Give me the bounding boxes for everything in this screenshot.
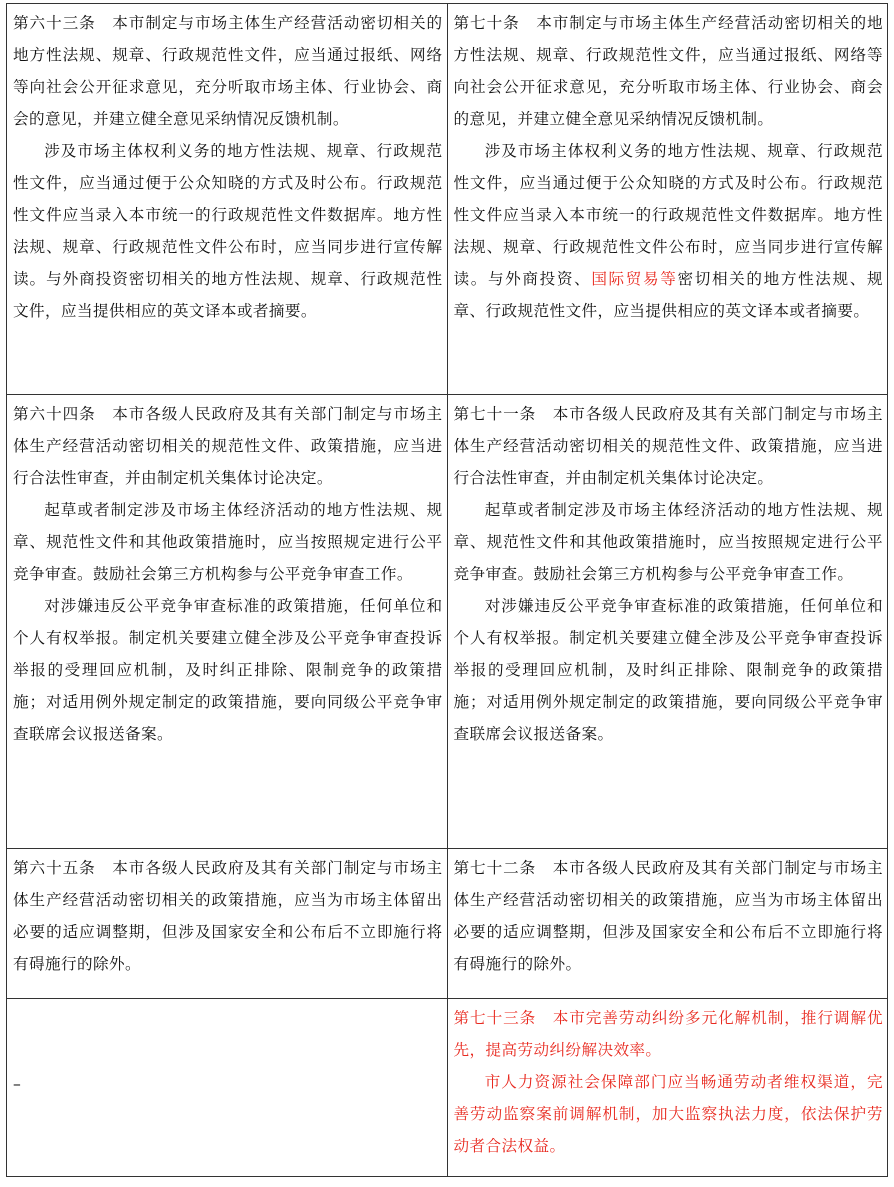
right-cell-article-70 (447, 4, 888, 395)
table-row (7, 395, 888, 849)
article-63-para-1: 第六十三条 本市制定与市场主体生产经营活动密切相关的地方性法规、规章、行政规范性文件，应当通过报纸、网络等向社会公开征求意见，充分听取市场主体、行业协会、商会的意见，并建立健全意见采纳情况反馈机制。 (13, 14, 443, 128)
table-row (7, 849, 888, 999)
left-cell-empty (7, 999, 448, 1177)
article-70-para-2-text: 涉及市场主体权利义务的地方性法规、规章、行政规范性文件，应当通过便于公众知晓的方式及时公布。行政规范性文件应当录入本市统一的行政规范性文件数据库。地方性法规、规章、行政规范性文件公布时，应当同步进行宣传解读。与外商投资、 (453, 142, 883, 288)
article-70-highlight: 国际贸易等 (591, 270, 678, 288)
article-71-para-2: 起草或者制定涉及市场主体经济活动的地方性法规、规章、规范性文件和其他政策措施时，应当按照规定进行公平竞争审查。鼓励社会第三方机构参与公平竞争审查工作。 (453, 501, 883, 583)
article-64-para-2: 起草或者制定涉及市场主体经济活动的地方性法规、规章、规范性文件和其他政策措施时，应当按照规定进行公平竞争审查。鼓励社会第三方机构参与公平竞争审查工作。 (13, 501, 443, 583)
right-cell-article-72 (447, 849, 888, 999)
table-row (7, 999, 888, 1177)
article-64-para-3: 对涉嫌违反公平竞争审查标准的政策措施，任何单位和个人有权举报。制定机关要建立健全涉及公平竞争审查投诉举报的受理回应机制，及时纠正排除、限制竞争的政策措施；对适用例外规定制定的政策措施，要向同级公平竞争审查联席会议报送备案。 (13, 597, 443, 743)
left-cell-article-64 (7, 395, 448, 849)
left-cell-article-63 (7, 4, 448, 395)
empty-placeholder: – (13, 1075, 22, 1093)
article-64-para-1: 第六十四条 本市各级人民政府及其有关部门制定与市场主体生产经营活动密切相关的规范性文件、政策措施，应当进行合法性审查，并由制定机关集体讨论决定。 (13, 405, 443, 487)
article-71-para-1: 第七十一条 本市各级人民政府及其有关部门制定与市场主体生产经营活动密切相关的规范性文件、政策措施，应当进行合法性审查，并由制定机关集体讨论决定。 (453, 405, 883, 487)
article-71-para-3: 对涉嫌违反公平竞争审查标准的政策措施，任何单位和个人有权举报。制定机关要建立健全涉及公平竞争审查投诉举报的受理回应机制，及时纠正排除、限制竞争的政策措施；对适用例外规定制定的政策措施，要向同级公平竞争审查联席会议报送备案。 (453, 597, 883, 743)
article-63-para-2: 涉及市场主体权利义务的地方性法规、规章、行政规范性文件，应当通过便于公众知晓的方式及时公布。行政规范性文件应当录入本市统一的行政规范性文件数据库。地方性法规、规章、行政规范性文件公布时，应当同步进行宣传解读。与外商投资密切相关的地方性法规、规章、行政规范性文件，应当提供相应的英文译本或者摘要。 (13, 142, 443, 320)
table-row (7, 4, 888, 395)
article-70-para-1: 第七十条 本市制定与市场主体生产经营活动密切相关的地方性法规、规章、行政规范性文件，应当通过报纸、网络等向社会公开征求意见，充分听取市场主体、行业协会、商会的意见，并建立健全意见采纳情况反馈机制。 (453, 14, 883, 128)
article-73-para-2: 市人力资源社会保障部门应当畅通劳动者维权渠道，完善劳动监察案前调解机制，加大监察执法力度，依法保护劳动者合法权益。 (453, 1073, 883, 1155)
left-cell-article-65 (7, 849, 448, 999)
article-70-para-2 (454, 135, 884, 327)
article-70-para-2-tail: 密切相关的地方性法规、规章、行政规范性文件，应当提供相应的英文译本或者摘要。 (453, 270, 883, 320)
right-cell-article-73 (447, 999, 888, 1177)
regulation-comparison-table (6, 3, 888, 1177)
article-72-para-1: 第七十二条 本市各级人民政府及其有关部门制定与市场主体生产经营活动密切相关的政策措施，应当为市场主体留出必要的适应调整期，但涉及国家安全和公布后不立即施行将有碍施行的除外。 (453, 859, 883, 973)
article-65-para-1: 第六十五条 本市各级人民政府及其有关部门制定与市场主体生产经营活动密切相关的政策措施，应当为市场主体留出必要的适应调整期，但涉及国家安全和公布后不立即施行将有碍施行的除外。 (13, 859, 443, 973)
right-cell-article-71 (447, 395, 888, 849)
article-73-para-1: 第七十三条 本市完善劳动纠纷多元化解机制，推行调解优先，提高劳动纠纷解决效率。 (453, 1009, 883, 1059)
